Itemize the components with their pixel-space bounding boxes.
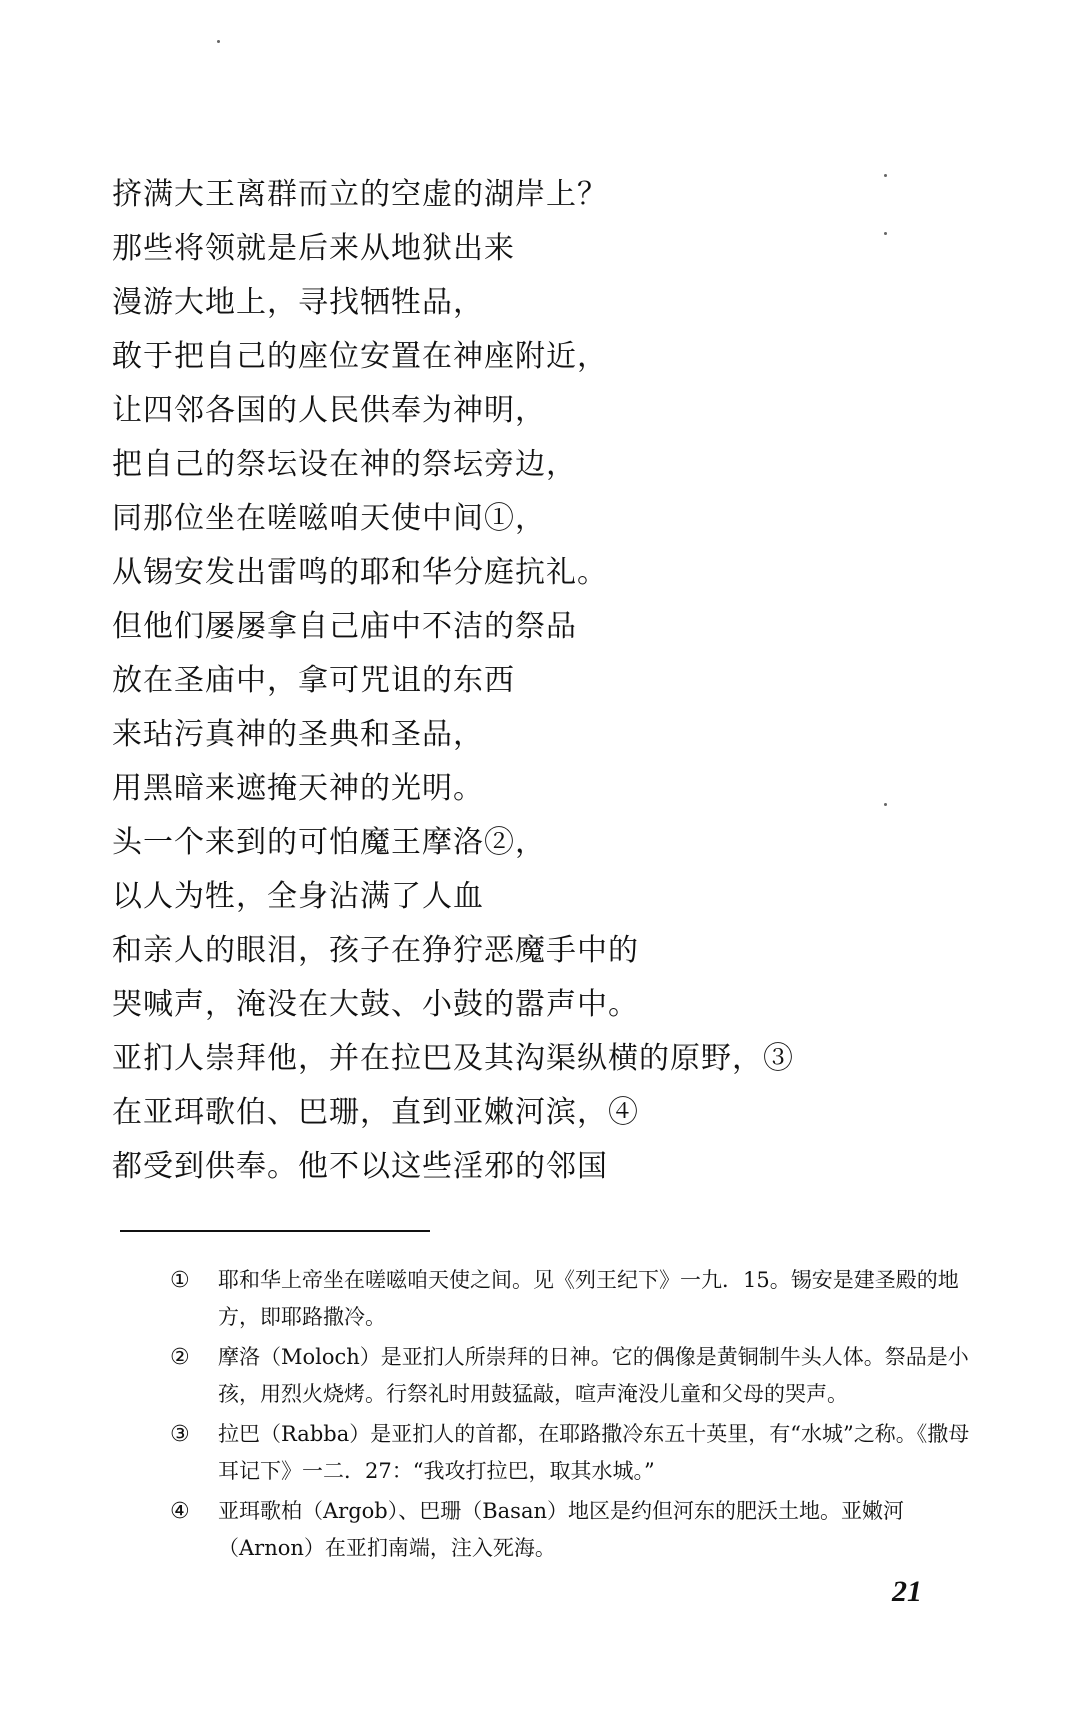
poem-line: 头一个来到的可怕魔王摩洛②， [112, 825, 546, 860]
poem-line: 同那位坐在嗟嗞咱天使中间①， [112, 501, 546, 536]
poem-line: 哭喊声，淹没在大鼓、小鼓的嚣声中。 [112, 987, 639, 1022]
poem-line: 敢于把自己的座位安置在神座附近， [112, 339, 608, 374]
poem-line: 和亲人的眼泪，孩子在狰狞恶魔手中的 [112, 933, 639, 968]
footnotes [170, 1262, 970, 1570]
poem-line: 用黑暗来遮掩天神的光明。 [112, 771, 484, 806]
poem-line: 亚扪人崇拜他，并在拉巴及其沟渠纵横的原野，③ [112, 1041, 794, 1076]
footnote [170, 1262, 970, 1336]
poem-line: 挤满大王离群而立的空虚的湖岸上？ [112, 177, 608, 212]
footnote-marker: ③ [170, 1422, 190, 1447]
page-number: 21 [892, 1575, 922, 1608]
footnote [170, 1339, 970, 1413]
scan-speck [217, 40, 220, 43]
footnote-divider [120, 1230, 430, 1232]
footnote-text: 耶和华上帝坐在嗟嗞咱天使之间。见《列王纪下》一九．15。锡安是建圣殿的地方，即耶路撒冷。 [218, 1268, 959, 1329]
poem-line: 从锡安发出雷鸣的耶和华分庭抗礼。 [112, 555, 608, 590]
footnote-text: 拉巴（Rabba）是亚扪人的首都，在耶路撒冷东五十英里，有“水城”之称。《撒母耳记下》一二．27：“我攻打拉巴，取其水城。” [218, 1422, 970, 1483]
poem-line: 把自己的祭坛设在神的祭坛旁边， [112, 447, 577, 482]
poem-line: 让四邻各国的人民供奉为神明， [112, 393, 546, 428]
poem-line: 来玷污真神的圣典和圣品， [112, 717, 484, 752]
poem-text [112, 168, 992, 1194]
footnote [170, 1416, 970, 1490]
footnote-text: 摩洛（Moloch）是亚扪人所崇拜的日神。它的偶像是黄铜制牛头人体。祭品是小孩，用烈火烧烤。行祭礼时用鼓猛敲，喧声淹没儿童和父母的哭声。 [218, 1345, 969, 1406]
poem-line: 那些将领就是后来从地狱出来 [112, 231, 515, 266]
footnote [170, 1493, 970, 1567]
poem-line: 以人为牲，全身沾满了人血 [112, 879, 484, 914]
poem-line: 放在圣庙中，拿可咒诅的东西 [112, 663, 515, 698]
poem-line: 在亚珥歌伯、巴珊，直到亚嫩河滨，④ [112, 1095, 639, 1130]
footnote-marker: ② [170, 1345, 190, 1370]
poem-line: 漫游大地上，寻找牺牲品， [112, 285, 484, 320]
poem-line: 但他们屡屡拿自己庙中不洁的祭品 [112, 609, 577, 644]
footnote-marker: ① [170, 1268, 190, 1293]
poem-line: 都受到供奉。他不以这些淫邪的邻国 [112, 1149, 608, 1184]
footnote-marker: ④ [170, 1499, 190, 1524]
footnote-text: 亚珥歌柏（Argob）、巴珊（Basan）地区是约但河东的肥沃土地。亚嫩河（Arnon）在亚扪南端，注入死海。 [218, 1499, 905, 1560]
